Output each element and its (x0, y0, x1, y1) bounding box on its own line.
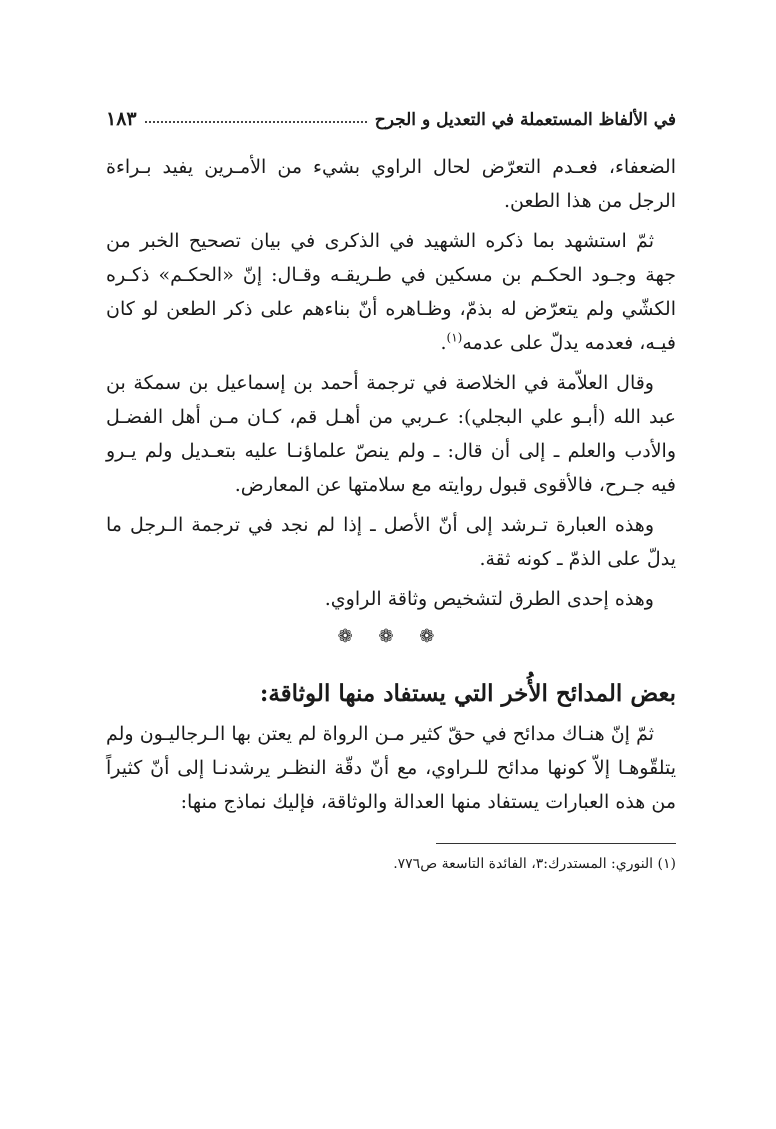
running-title: في الألفاظ المستعملة في التعديل و الجرح (374, 110, 676, 130)
page-number: ١٨٣ (106, 108, 137, 130)
paragraph-2-text: ثمّ استشهد بما ذكره الشهيد في الذكرى في بيان تصحيح الخبر من جهة وجـود الحكـم بن مسكين في طـريقـه وقـال: إنّ «الحكـم» ذكـره الكشّي ولم يتعرّض له بذمّ، وظـاهره أنّ بناءهم على ذكر الطعن لو كان فيـه، فعدمه يدلّ على عدمه (106, 230, 676, 354)
paragraph-3: وقال العلاّمة في الخلاصة في ترجمة أحمد بن إسماعيل بن سمكة بن عبد الله (أبـو علي البجلي): عـربي من أهـل قم، كـان مـن أهل الفضـل والأدب والعلم ـ إلى أن قال: ـ ولم ينصّ علماؤنـا عليه بتعـديل ولم يـرو فيه جـرح، فالأقوى قبول روايته مع سلامتها عن المعارض. (106, 372, 676, 496)
paragraph-6: ثمّ إنّ هنـاك مدائح في حقّ كثير مـن الرواة لم يعتن بها الـرجاليـون ولم يتلقّوهـا إلاّ كونها مدائح للـراوي، مع أنّ دقّة النظـر يرشدنـا إلى أنّ كثيراً من هذه العبارات يستفاد منها العدالة والوثاقة، فإليك نماذج منها: (106, 723, 676, 813)
footnote-reference-1[interactable]: (١) (446, 330, 463, 345)
section-heading: بعض المدائح الأُخر التي يستفاد منها الوثاقة: (259, 680, 676, 707)
paragraph-1: الضعفاء، فعـدم التعرّض لحال الراوي بشيء من الأمـرين يفيد بـراءة الرجل من هذا الطعن. (106, 156, 676, 212)
section-ornament: ❁ ❁ ❁ (337, 626, 445, 647)
header-dot-leader (145, 121, 367, 123)
paragraph-4: وهذه العبارة تـرشد إلى أنّ الأصل ـ إذا لم نجد في ترجمة الـرجل ما يدلّ على الذمّ ـ كونه ثقة. (106, 514, 676, 570)
body-text (106, 150, 676, 876)
book-page (106, 96, 676, 1106)
footnote-1: (١) النوري: المستدرك:٣، الفائدة التاسعة ص٧٧٦. (393, 856, 676, 872)
paragraph-2 (106, 224, 676, 360)
paragraph-2-end: . (440, 332, 447, 354)
footnote-divider (436, 843, 676, 844)
running-header (106, 96, 676, 130)
paragraph-5: وهذه إحدى الطرق لتشخيص وثاقة الراوي. (324, 588, 654, 610)
